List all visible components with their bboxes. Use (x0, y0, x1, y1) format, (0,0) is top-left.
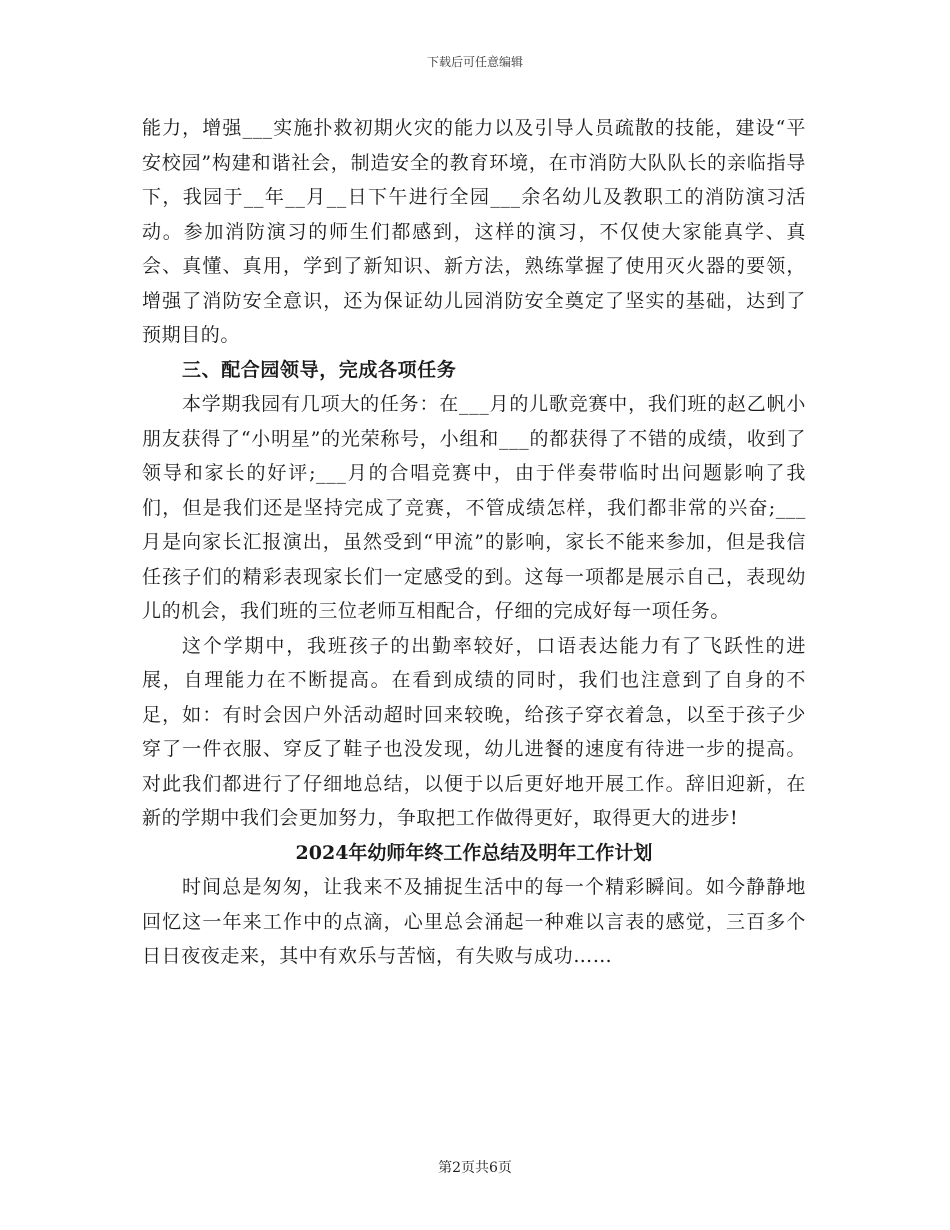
section-heading-3: 三、配合园领导，完成各项任务 (182, 358, 457, 381)
header-note: 下载后可任意编辑 (426, 55, 523, 69)
paragraph-intro: 时间总是匆匆，让我来不及捕捉生活中的每一个精彩瞬间。如今静静地回忆这一年来工作中的点滴，心里总会涌起一种难以言表的感觉，三百多个日日夜夜走来，其中有欢乐与苦恼，有失败与成功…… (142, 876, 806, 967)
paragraph-tasks: 本学期我园有几项大的任务：在___月的儿歌竞赛中，我们班的赵乙帆小朋友获得了“小明星”的光荣称号，小组和___的都获得了不错的成绩，收到了领导和家长的好评;___月的合唱竞赛中，由于伴奏带临时出问题影响了我们，但是我们还是坚持完成了竞赛，不管成绩怎样，我们都非常的兴奋;___月是向家长汇报演出，虽然受到“甲流”的影响，家长不能来参加，但是我信任孩子们的精彩表现家长们一定感受的到。这每一项都是展示自己，表现幼儿的机会，我们班的三位老师互相配合，仔细的完成好每一项任务。 (142, 393, 806, 622)
document-title: 2024年幼师年终工作总结及明年工作计划 (295, 841, 653, 864)
paragraph-fire-drill: 能力，增强___实施扑救初期火灾的能力以及引导人员疏散的技能，建设“平安校园”构建和谐社会，制造安全的教育环境，在市消防大队队长的亲临指导下，我园于__年__月__日下午进行全园___余名幼儿及教职工的消防演习活动。参加消防演习的师生们都感到，这样的演习，不仅使大家能真学、真会、真懂、真用，学到了新知识、新方法，熟练掌握了使用灭火器的要领，增强了消防安全意识，还为保证幼儿园消防安全奠定了坚实的基础，达到了预期目的。 (142, 117, 806, 346)
page-number: 第2页共6页 (438, 1160, 512, 1176)
document-body (142, 111, 806, 974)
paragraph-semester-review: 这个学期中，我班孩子的出勤率较好，口语表达能力有了飞跃性的进展，自理能力在不断提高。在看到成绩的同时，我们也注意到了自身的不足，如：有时会因户外活动超时回来较晚，给孩子穿衣着急，以至于孩子少穿了一件衣服、穿反了鞋子也没发现，幼儿进餐的速度有待进一步的提高。对此我们都进行了仔细地总结，以便于以后更好地开展工作。辞旧迎新，在新的学期中我们会更加努力，争取把工作做得更好，取得更大的进步! (142, 634, 806, 829)
